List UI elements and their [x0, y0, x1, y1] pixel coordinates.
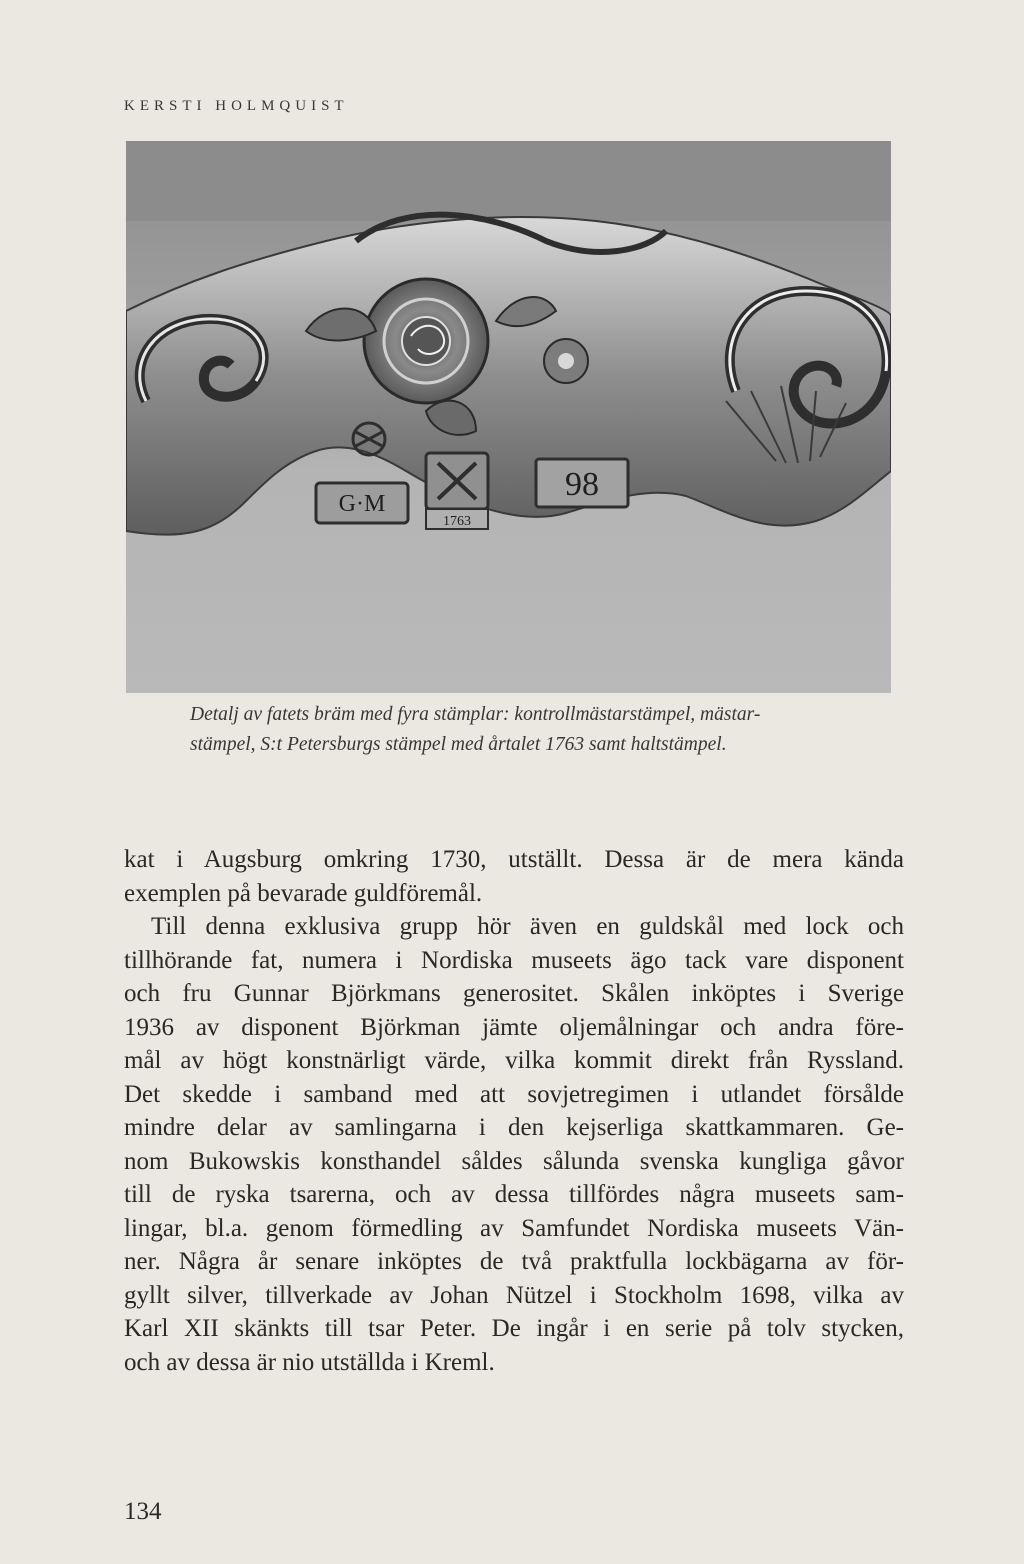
page-number: 134: [124, 1498, 162, 1525]
platter-rim-engraving: [126, 141, 891, 693]
text-line: Det skedde i samband med att sovjetregimen i utlandet försålde: [124, 1080, 904, 1108]
text-line: 1936 av disponent Björkman jämte oljemålningar och andra före-: [124, 1013, 904, 1041]
stamp-controller-mark: G·M: [338, 491, 386, 517]
text-line: lingar, bl.a. genom förmedling av Samfundet Nordiska museets Vän-: [124, 1214, 904, 1242]
text-line: och av dessa är nio utställda i Kreml.: [124, 1348, 495, 1376]
text-line: exemplen på bevarade guldföremål.: [124, 879, 483, 907]
text-line: tillhörande fat, numera i Nordiska museets ägo tack vare disponent: [124, 946, 904, 974]
text-line: och fru Gunnar Björkmans generositet. Skålen inköptes i Sverige: [124, 980, 904, 1007]
caption-line: stämpel, S:t Petersburgs stämpel med årtalet 1763 samt haltstämpel.: [190, 734, 727, 755]
text-line: kat i Augsburg omkring 1730, utställt. Dessa är de mera kända: [124, 846, 904, 873]
body-text: [124, 843, 904, 1379]
caption-line: Detalj av fatets bräm med fyra stämplar: kontrollmästarstämpel, mästar-: [190, 704, 761, 725]
text-line: ner. Några år senare inköptes de två praktfulla lockbägarna av för-: [124, 1248, 904, 1275]
text-line: Till denna exklusiva grupp hör även en guldskål med lock och: [151, 913, 904, 940]
text-line: mål av högt konstnärligt värde, vilka kommit direkt från Ryssland.: [124, 1047, 904, 1074]
stamp-fineness-mark: 98: [565, 466, 599, 503]
running-head: KERSTI HOLMQUIST: [124, 98, 349, 114]
text-line: nom Bukowskis konsthandel såldes sålunda svenska kungliga gåvor: [124, 1147, 904, 1175]
text-line: gyllt silver, tillverkade av Johan Nützel i Stockholm 1698, vilka av: [124, 1281, 904, 1309]
silver-platter-photo: [126, 141, 891, 693]
text-line: till de ryska tsarerna, och av dessa tillfördes några museets sam-: [124, 1181, 904, 1208]
text-line: Karl XII skänkts till tsar Peter. De ingår i en serie på tolv stycken,: [124, 1315, 904, 1342]
figure-caption: [190, 700, 900, 760]
stamp-year-mark: 1763: [443, 514, 471, 529]
paragraph: [124, 910, 904, 1379]
text-line: mindre delar av samlingarna i den kejserliga skattkammaren. Ge-: [124, 1114, 904, 1141]
paragraph: [124, 843, 904, 910]
